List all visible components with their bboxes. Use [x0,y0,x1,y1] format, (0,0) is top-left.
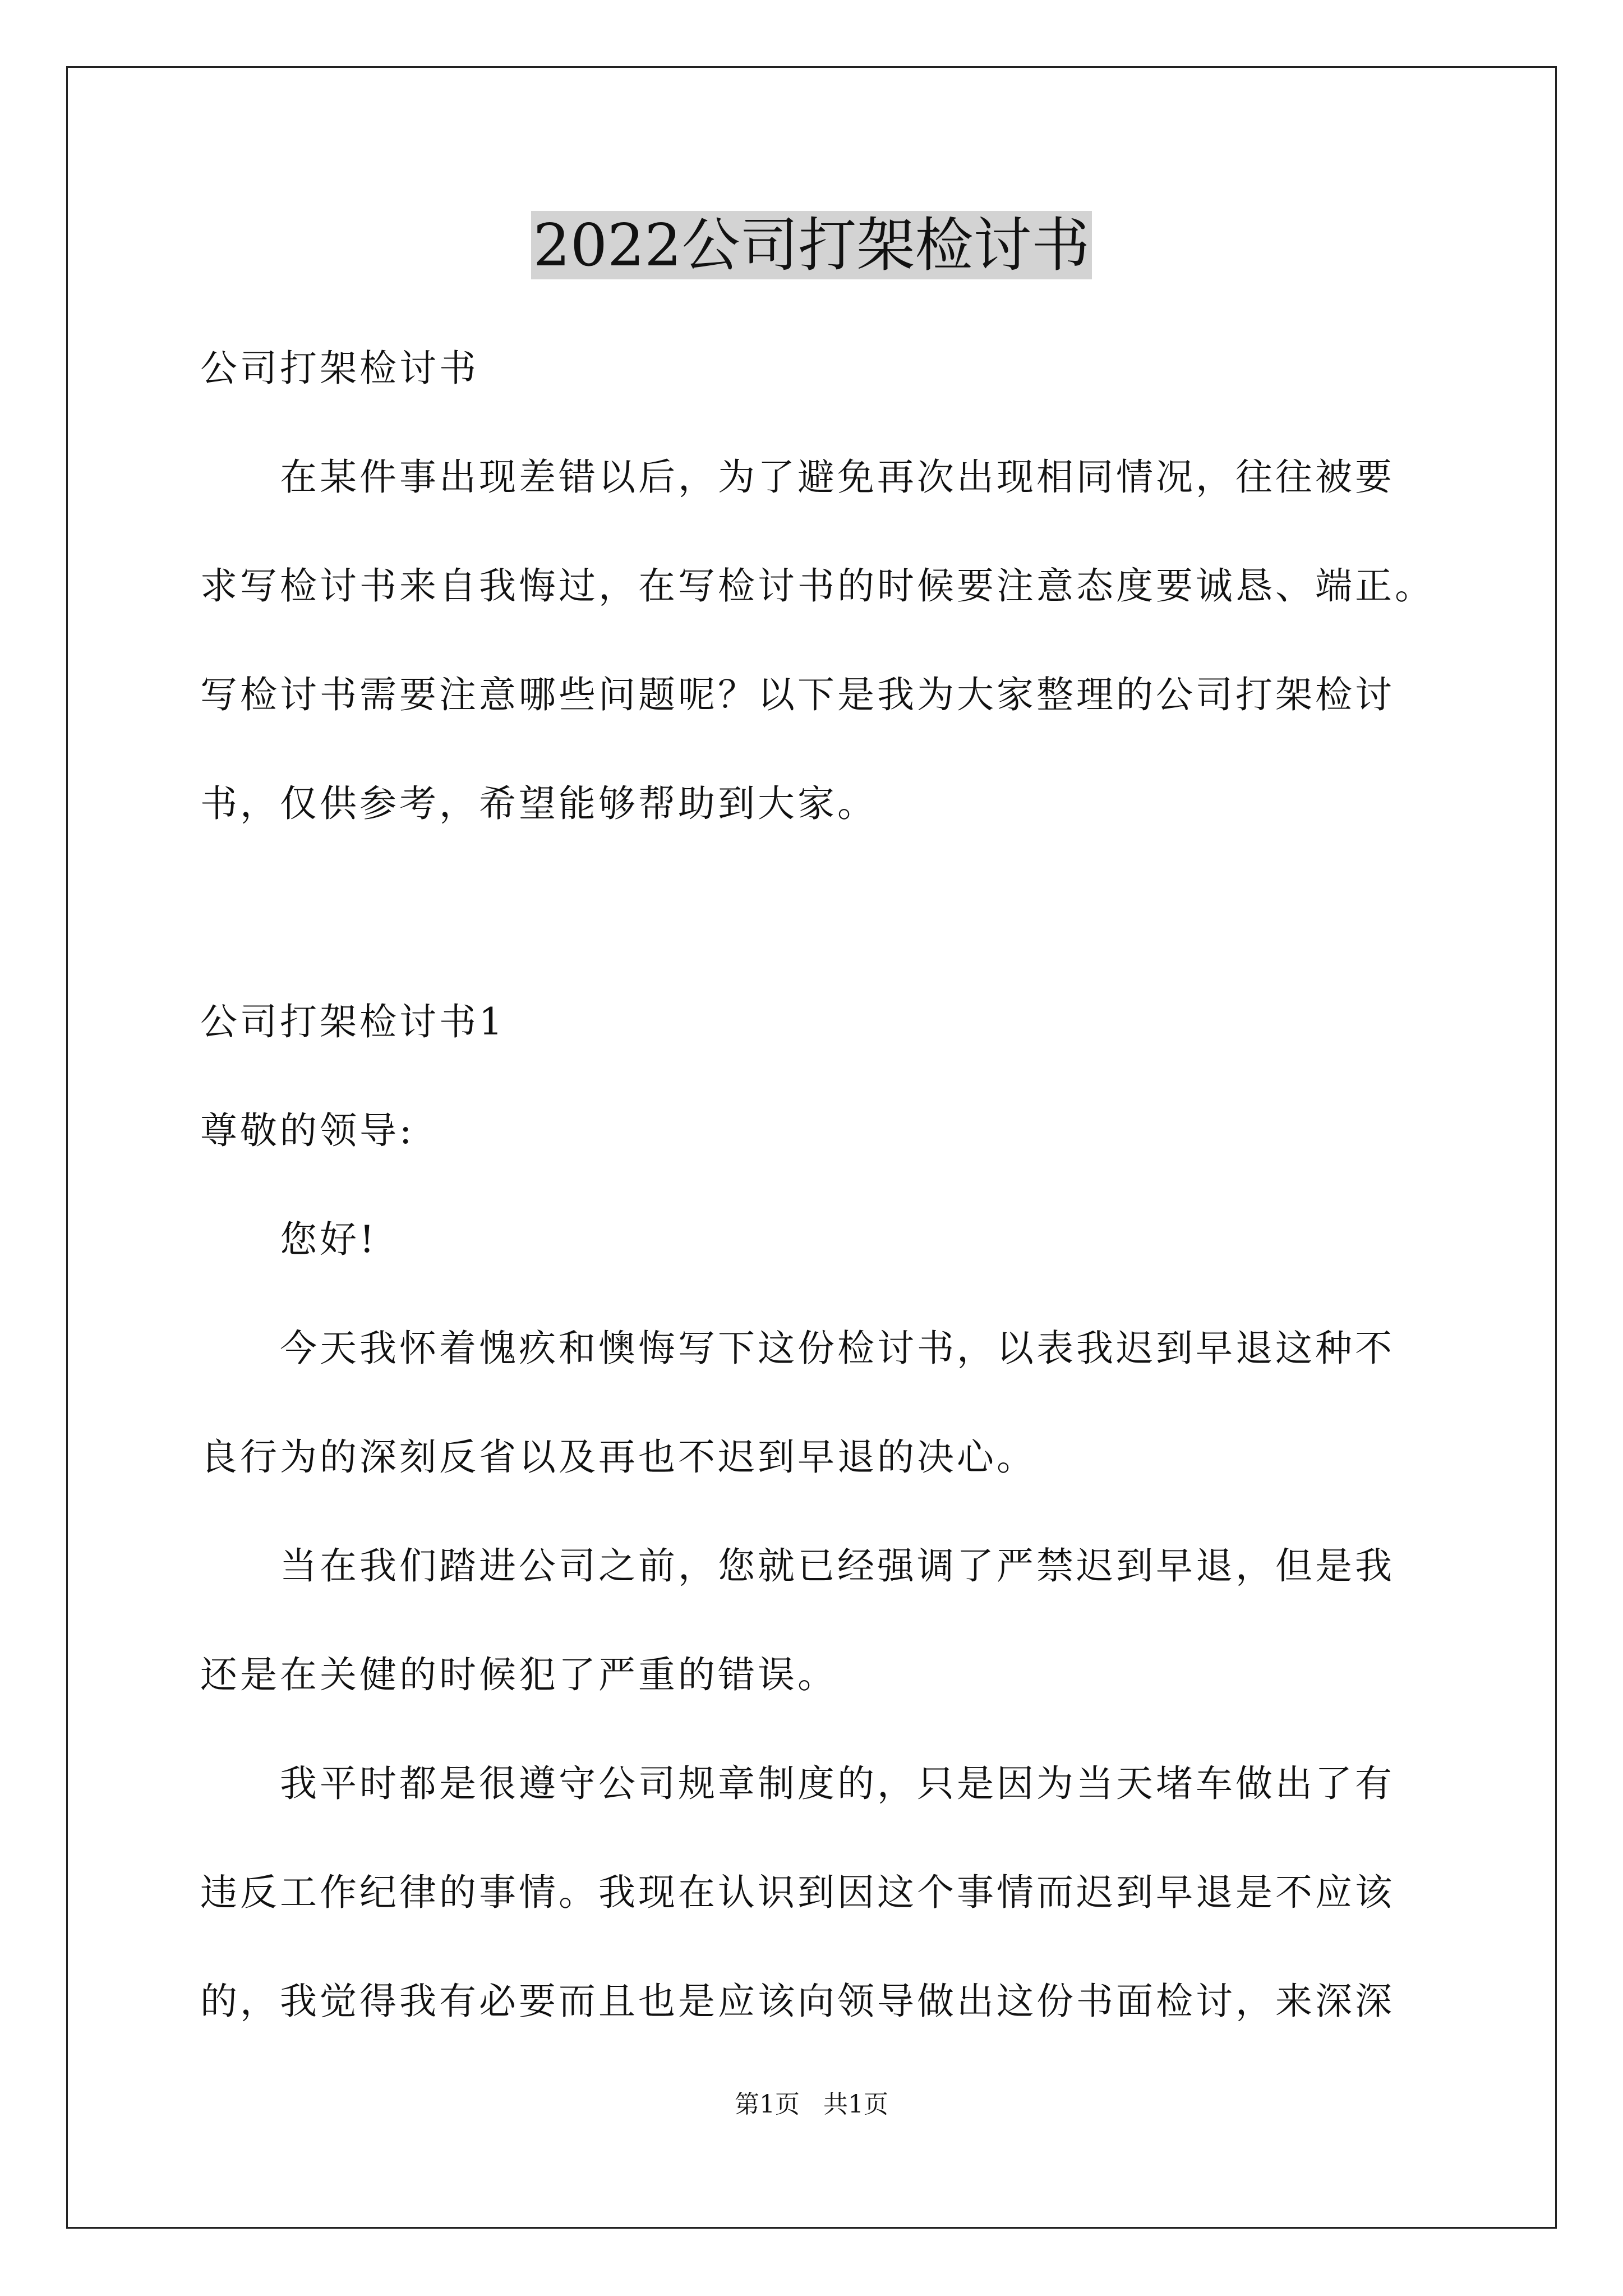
paragraph-line: 当在我们踏进公司之前，您就已经强调了严禁迟到早退，但是我 [280,1544,1395,1588]
paragraph-line: 良行为的深刻反省以及再也不迟到早退的决心。 [200,1435,1036,1479]
document-title-text: 2022公司打架检讨书 [531,211,1092,279]
paragraph-line: 写检讨书需要注意哪些问题呢？以下是我为大家整理的公司打架检讨 [200,673,1395,716]
section-heading: 公司打架检讨书1 [200,1000,505,1043]
document-body [200,314,1440,2056]
paragraph-line: 还是在关健的时候犯了严重的错误。 [200,1653,837,1696]
paragraph-line: 今天我怀着愧疚和懊悔写下这份检讨书，以表我迟到早退这种不 [280,1327,1395,1370]
paragraph-line: 求写检讨书来自我悔过，在写检讨书的时候要注意态度要诚恳、端正。 [200,564,1435,608]
paragraph-line: 我平时都是很遵守公司规章制度的，只是因为当天堵车做出了有 [280,1762,1395,1805]
paragraph-line: 的，我觉得我有必要而且也是应该向领导做出这份书面检讨，来深深 [200,1980,1395,2023]
paragraph-line: 在某件事出现差错以后，为了避免再次出现相同情况，往往被要 [280,455,1395,499]
greeting: 您好! [280,1218,377,1261]
page-footer: 第1页 共1页 [735,2090,888,2119]
paragraph-line: 公司打架检讨书 [200,347,479,390]
paragraph-line: 违反工作纪律的事情。我现在认识到因这个事情而迟到早退是不应该 [200,1871,1395,1914]
document-title [0,209,1623,282]
salutation: 尊敬的领导: [200,1109,415,1152]
paragraph-line: 书，仅供参考，希望能够帮助到大家。 [200,782,877,825]
